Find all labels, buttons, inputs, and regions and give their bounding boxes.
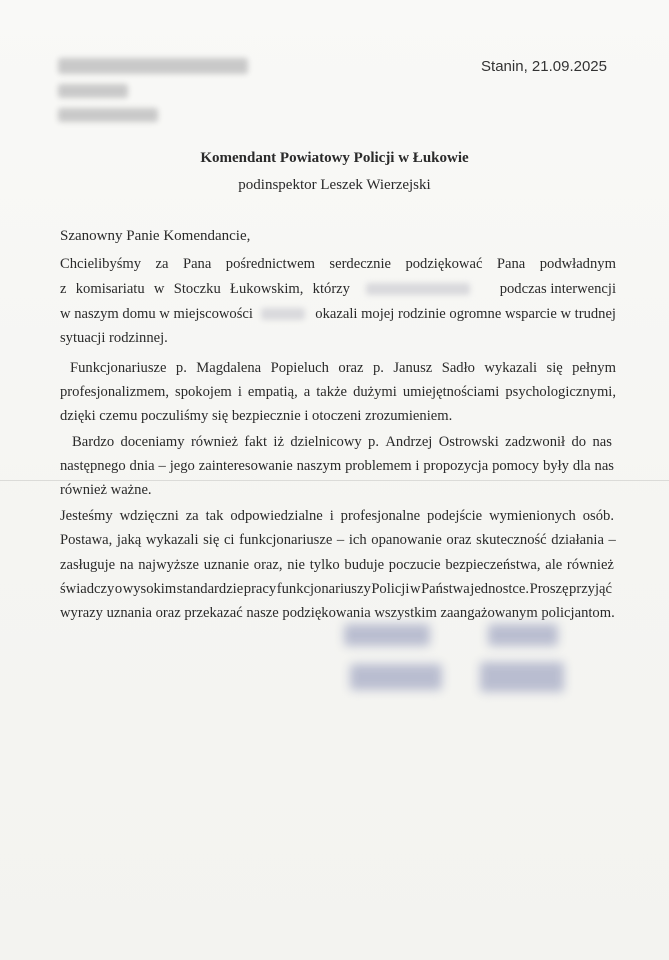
word: zainteresowanie (198, 458, 293, 474)
word: Funkcjonariusze (70, 360, 167, 376)
word: wdzięczni (119, 508, 179, 524)
word: również (566, 557, 614, 573)
p1-line3-start: w naszym domu w miejscowości (60, 306, 253, 322)
p4-line3 (60, 555, 614, 575)
word: Policji (371, 581, 410, 597)
word: profesjonalne (340, 508, 421, 524)
word: następnego (60, 458, 126, 474)
p1-line4: sytuacji rodzinnej. (60, 330, 168, 346)
word: nas (594, 458, 614, 474)
p1-line2 (60, 279, 616, 299)
p3-line1 (72, 432, 612, 452)
word: podziękować (405, 256, 483, 272)
word: komisariatu (75, 281, 145, 297)
word: oraz (446, 532, 472, 548)
p3-line2 (60, 456, 614, 476)
p4-line2 (60, 530, 616, 550)
word: pomocy (492, 458, 540, 474)
word: tylko (309, 557, 340, 573)
word: świadczy (60, 581, 115, 597)
redacted-signatures (340, 620, 570, 698)
word: się (546, 360, 563, 376)
word: podwładnym (539, 256, 616, 272)
word: ci (223, 532, 235, 548)
word: p. (368, 434, 379, 450)
word: na (119, 557, 134, 573)
word: jaką (116, 532, 142, 548)
p1-line3-end: okazali mojej rodzinie ogromne wsparcie w trudnej (315, 306, 616, 322)
word: Andrzej (385, 434, 433, 450)
word: którzy (312, 281, 350, 297)
p2-line1 (70, 358, 616, 378)
word: dzielnicowy (290, 434, 362, 450)
word: spokojem (175, 384, 232, 400)
word: zadzwonił (505, 434, 566, 450)
word: oraz, (253, 557, 283, 573)
p2-line3: dzięki czemu poczuliśmy się bezpiecznie i otoczeni zrozumieniem. (60, 408, 453, 424)
word: odpowiedzialne (230, 508, 323, 524)
p1-line3 (60, 304, 616, 324)
word: poczucie (388, 557, 441, 573)
word: Postawa, (60, 532, 113, 548)
word: umiejętnościami (402, 384, 500, 400)
word: wymienionych (489, 508, 576, 524)
word: funkcjonariuszy (276, 581, 371, 597)
word: ich (348, 532, 367, 548)
word: wykazali (145, 532, 199, 548)
word: z (60, 281, 67, 297)
word: a (303, 384, 311, 400)
p1-line2-start (60, 279, 350, 299)
word: jego (169, 458, 195, 474)
word: Pana (496, 256, 526, 272)
recipient-title: Komendant Powiatowy Policji w Łukowie (200, 150, 469, 166)
word: wysokim (122, 581, 177, 597)
word: jednostce. (470, 581, 530, 597)
word: i (415, 458, 420, 474)
word: – (608, 532, 616, 548)
word: dnia (129, 458, 155, 474)
word: Ostrowski (438, 434, 499, 450)
word: podejście (427, 508, 483, 524)
word: – (336, 532, 345, 548)
word: iż (273, 434, 284, 450)
word: pełnym (572, 360, 616, 376)
letter-date: Stanin, 21.09.2025 (481, 58, 607, 75)
word: dużymi (353, 384, 397, 400)
word: buduje (344, 557, 385, 573)
p1-line1 (60, 254, 616, 274)
p4-line1 (60, 506, 614, 526)
word: za (185, 508, 199, 524)
word: oraz (338, 360, 364, 376)
word: – (158, 458, 166, 474)
word: przyjąć (569, 581, 612, 597)
word: fakt (244, 434, 268, 450)
word: w (153, 281, 165, 297)
word: psychologicznymi, (505, 384, 616, 400)
word: propozycja (423, 458, 489, 474)
p4-line5: wyrazy uznania oraz przekazać nasze podziękowania wszystkim zaangażowanym policjantom. (60, 605, 615, 621)
word: Proszę (529, 581, 569, 597)
word: również (190, 434, 238, 450)
word: tak (205, 508, 224, 524)
redacted-names (362, 279, 474, 299)
word: naszym (296, 458, 342, 474)
word: serdecznie (329, 256, 391, 272)
word: i (329, 508, 334, 524)
word: nie (287, 557, 306, 573)
word: pośrednictwem (225, 256, 315, 272)
word: Popieluch (270, 360, 329, 376)
recipient-subtitle: podinspektor Leszek Wierzejski (238, 177, 431, 193)
word: Pana (182, 256, 212, 272)
word: Chcielibyśmy (60, 256, 142, 272)
word: o (114, 581, 123, 597)
word: Łukowskim, (230, 281, 304, 297)
word: Janusz (393, 360, 433, 376)
word: empatią, (247, 384, 298, 400)
word: Jesteśmy (60, 508, 113, 524)
word: doceniamy (120, 434, 185, 450)
word: także (316, 384, 348, 400)
word: i (237, 384, 242, 400)
p1-line2-end: podczas interwencji (499, 281, 616, 297)
word: najwyższe (138, 557, 200, 573)
word: zasługuje (60, 557, 116, 573)
salutation: Szanowny Panie Komendancie, (60, 228, 251, 244)
word: nas (592, 434, 612, 450)
word: dla (572, 458, 591, 474)
word: p. (372, 360, 384, 376)
word: bezpieczeństwa, (445, 557, 541, 573)
word: opanowanie (371, 532, 442, 548)
word: Państwa (421, 581, 470, 597)
word: do (571, 434, 587, 450)
word: działania (551, 532, 604, 548)
word: w (409, 581, 421, 597)
word: osób. (582, 508, 614, 524)
word: Sadło (441, 360, 475, 376)
word: Stoczku (173, 281, 221, 297)
p2-line2 (60, 382, 616, 402)
redacted-village (259, 304, 309, 324)
word: za (155, 256, 169, 272)
word: profesjonalizmem, (60, 384, 170, 400)
word: standardzie (176, 581, 244, 597)
word: funkcjonariusze (239, 532, 333, 548)
word: problemem (345, 458, 412, 474)
word: skuteczność (476, 532, 547, 548)
word: były (542, 458, 569, 474)
word: p. (175, 360, 187, 376)
word: Magdalena (196, 360, 262, 376)
p3-line3: również ważne. (60, 482, 152, 498)
word: wykazali (484, 360, 538, 376)
word: Bardzo (72, 434, 115, 450)
word: pracy (243, 581, 277, 597)
word: uznanie (203, 557, 250, 573)
word: ale (545, 557, 563, 573)
word: się (203, 532, 220, 548)
p4-line4 (60, 579, 612, 599)
